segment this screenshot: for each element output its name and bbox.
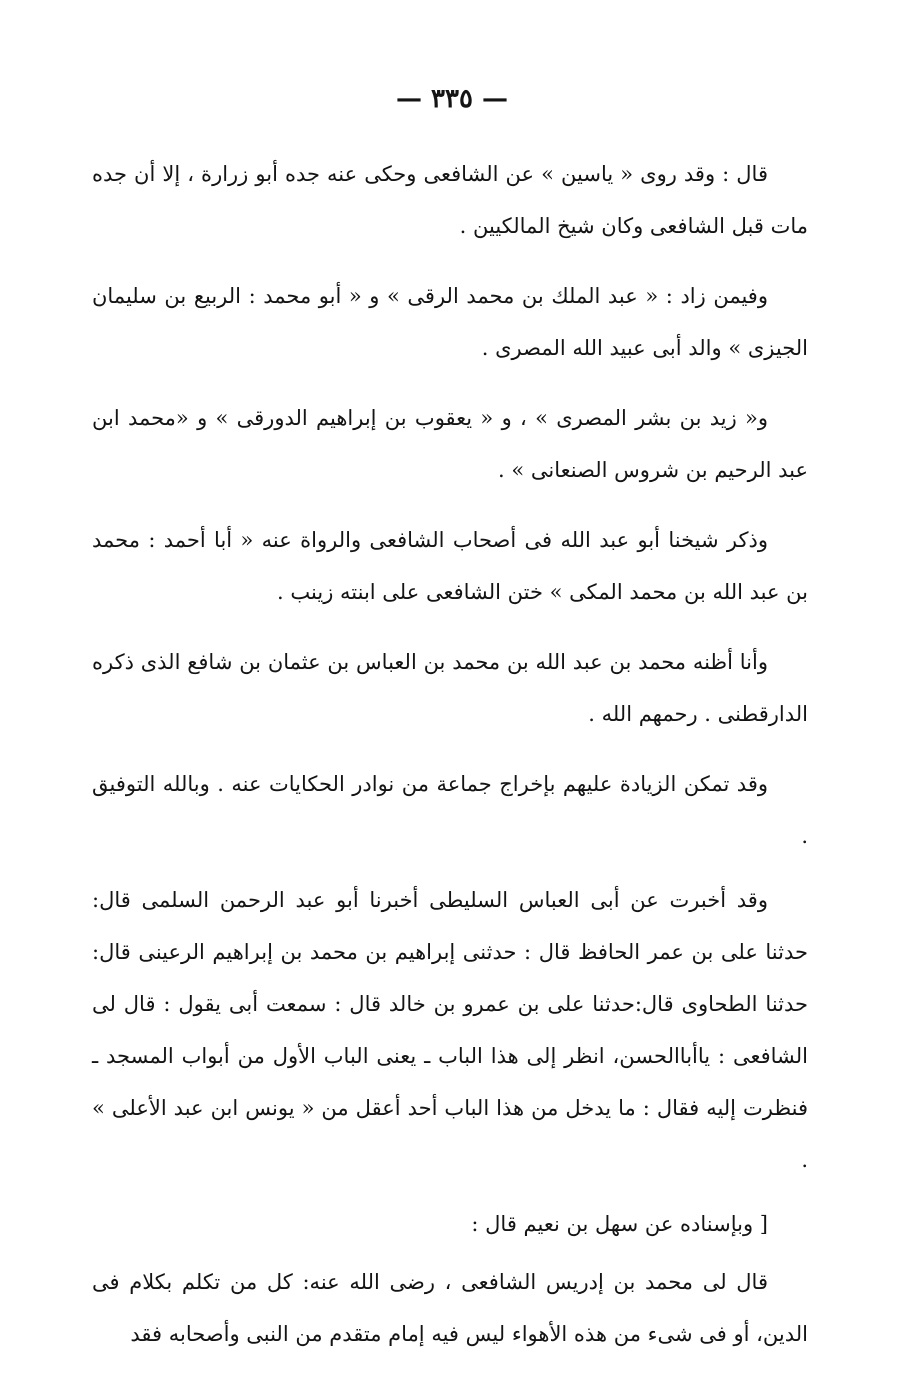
paragraph-5: وأنا أظنه محمد بن عبد الله بن محمد بن العباس بن عثمان بن شافع الذى ذكره الدارقطنى . رحمهم الله . xyxy=(92,650,808,726)
paragraph-4: وذكر شيخنا أبو عبد الله فى أصحاب الشافعى والرواة عنه « أبا أحمد : محمد بن عبد الله بن محمد المكى » ختن الشافعى على ابنته زينب . xyxy=(92,528,808,604)
paragraph-6: وقد تمكن الزيادة عليهم بإخراج جماعة من نوادر الحكايات عنه . وبالله التوفيق . xyxy=(92,772,808,848)
paragraph-3: و« زيد بن بشر المصرى » ، و « يعقوب بن إبراهيم الدورقى » و «محمد ابن عبد الرحيم بن شروس الصنعانى » . xyxy=(92,406,808,482)
paragraph-8: [ وبإسناده عن سهل بن نعيم قال : xyxy=(471,1212,768,1236)
text-body xyxy=(92,148,808,1378)
page-number: — ٣٣٥ — xyxy=(395,84,509,114)
paragraph-7: وقد أخبرت عن أبى العباس السليطى أخبرنا أبو عبد الرحمن السلمى قال: حدثنا على بن عمر الحافظ قال : حدثنى إبراهيم بن محمد بن إبراهيم الرعينى قال: حدثنا الطحاوى قال:حدثنا على بن عمرو بن خالد قال : سمعت أبى يقول : قال لى الشافعى : ياأباالحسن، انظر إلى هذا الباب ـ يعنى الباب الأول من أبواب المسجد ـ فنظرت إليه فقال : ما يدخل من هذا الباب أحد أعقل من « يونس ابن عبد الأعلى » . xyxy=(92,888,808,1172)
paragraph-2: وفيمن زاد : « عبد الملك بن محمد الرقى » و « أبو محمد : الربيع بن سليمان الجيزى » والد أبى عبيد الله المصرى . xyxy=(92,284,808,360)
paragraph-9: قال لى محمد بن إدريس الشافعى ، رضى الله عنه: كل من تكلم بكلام فى الدين، أو فى شىء من هذه الأهواء ليس فيه إمام متقدم من النبى وأصحابه فقد xyxy=(92,1270,808,1346)
paragraph-1: قال : وقد روى « ياسين » عن الشافعى وحكى عنه جده أبو زرارة ، إلا أن جده مات قبل الشافعى وكان شيخ المالكيين . xyxy=(92,162,808,238)
